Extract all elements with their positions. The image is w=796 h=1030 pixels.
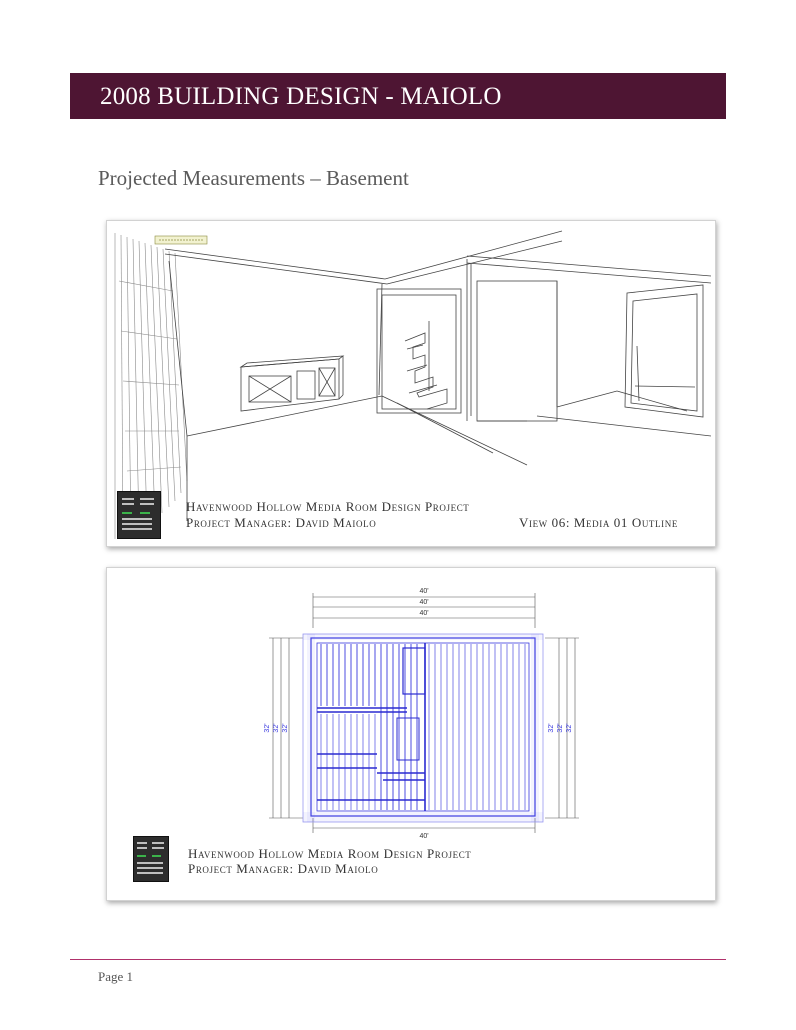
dim-right-1: 32' xyxy=(548,723,555,733)
dim-right-3: 32' xyxy=(566,723,573,733)
figure1-view-label: View 06: Media 01 Outline xyxy=(519,515,678,530)
plan-thumbnail xyxy=(133,836,169,882)
document-title: 2008 BUILDING DESIGN - MAIOLO xyxy=(100,83,502,110)
footer-rule xyxy=(70,959,726,960)
room-outline-drawing xyxy=(107,221,715,546)
section-subtitle: Projected Measurements – Basement xyxy=(98,166,409,190)
dim-top-1: 40' xyxy=(419,588,429,595)
figure2-caption-manager: Project Manager: David Maiolo xyxy=(188,861,379,876)
figure2-caption-project: Havenwood Hollow Media Room Design Project xyxy=(188,846,472,861)
figure1-caption-project: Havenwood Hollow Media Room Design Project xyxy=(186,499,470,514)
dim-right-2: 32' xyxy=(557,723,564,733)
dim-top-3: 40' xyxy=(419,610,429,617)
figure-3d-outline-view xyxy=(106,220,716,547)
dim-left-3: 32' xyxy=(282,723,289,733)
dim-left-2: 32' xyxy=(273,723,280,733)
view-thumbnail xyxy=(117,491,161,539)
dim-bottom: 40' xyxy=(419,833,429,840)
figure1-caption-manager: Project Manager: David Maiolo xyxy=(186,515,377,530)
dim-left-1: 32' xyxy=(264,723,271,733)
page-number: Page 1 xyxy=(98,969,134,984)
dim-top-2: 40' xyxy=(419,599,429,606)
header-banner xyxy=(70,73,726,119)
figure-floor-plan xyxy=(106,567,716,901)
